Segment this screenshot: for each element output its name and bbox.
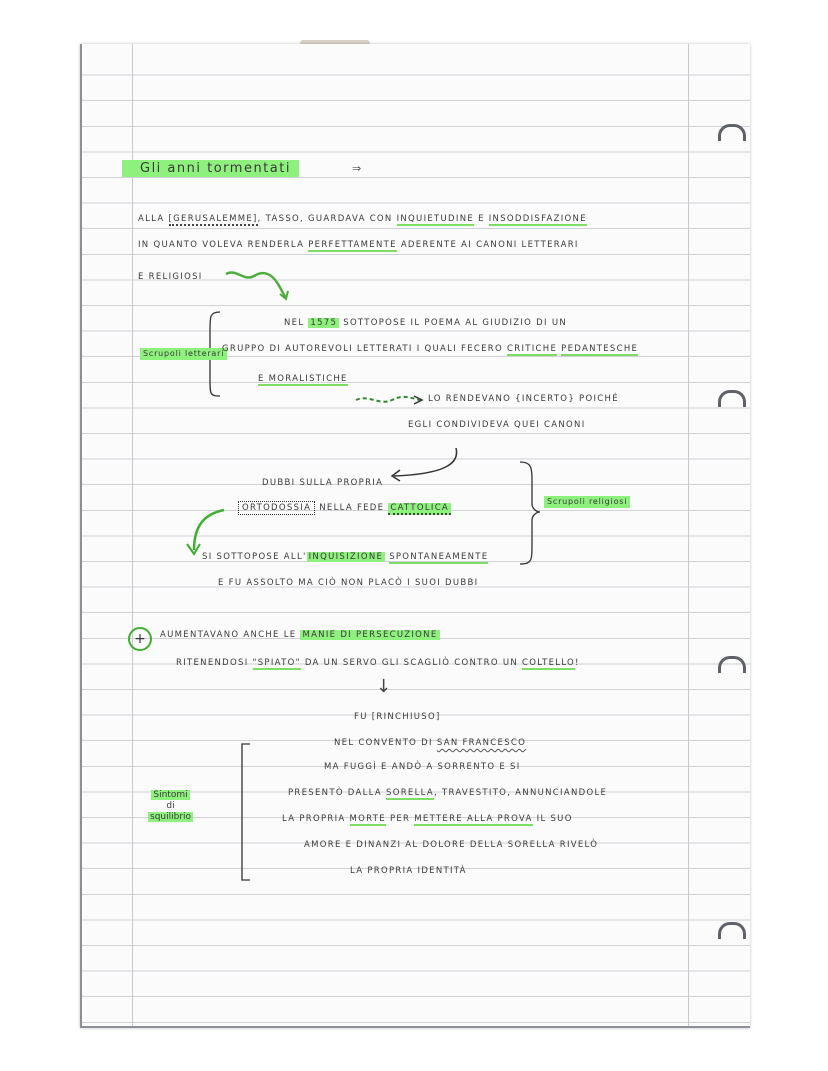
sintomi-line-2: NEL CONVENTO DI SAN FRANCESCO (334, 738, 527, 748)
religiosi-line-1: DUBBI SULLA PROPRIA (262, 478, 384, 488)
intro-line-2: IN QUANTO VOLEVA RENDERLA PERFETTAMENTE ADERENTE AI CANONI LETTERARI (138, 240, 579, 250)
ortodossia-term: ORTODOSSIA (238, 501, 315, 515)
right-brace (516, 460, 542, 566)
religiosi-line-2: ORTODOSSIA NELLA FEDE CATTOLICA (238, 503, 451, 513)
insoddisfazione-term: INSODDISFAZIONE (488, 214, 587, 224)
left-margin-line (132, 44, 133, 1026)
notebook-page (80, 44, 750, 1028)
binder-ring-hole (718, 656, 746, 673)
inquietudine-term: INQUIETUDINE (396, 214, 475, 224)
curvy-arrow-icon (224, 268, 294, 304)
binder-ring-hole (718, 922, 746, 939)
letterari-line-3: E MORALISTICHE (258, 374, 348, 384)
down-arrow-icon: ↓ (376, 676, 392, 697)
religiosi-line-3: SI SOTTOPOSE ALL' INQUISIZIONE SPONTANEAMENTE (202, 552, 489, 562)
title-arrow: ⇒ (352, 162, 362, 175)
sintomi-line-6: AMORE E DINANZI AL DOLORE DELLA SORELLA RIVELÒ (304, 840, 599, 850)
letterari-line-5: EGLI CONDIVIDEVA QUEI CANONI (408, 420, 586, 430)
plus-circle-icon: + (128, 627, 152, 651)
scrupoli-letterari-label: Scrupoli letterari (140, 348, 227, 360)
intro-line-3: E RELIGIOSI (138, 272, 203, 282)
binder-ring-hole (718, 124, 746, 141)
sintomi-bracket (234, 742, 252, 882)
letterari-line-1: NEL 1575 SOTTOPOSE IL POEMA AL GIUDIZIO DI UN (284, 318, 568, 328)
persecuzione-line-2: RITENENDOSI "SPIATO" DA UN SERVO GLI SCAGLIÒ CONTRO UN COLTELLO! (176, 658, 580, 668)
gerusalemme-term: [ GERUSALEMME ] (169, 214, 258, 226)
dashed-arrow-icon (354, 392, 426, 408)
sintomi-line-3: MA FUGGÌ E ANDÒ A SORRENTO E SI (324, 762, 521, 772)
right-margin-line (688, 44, 689, 1026)
page-title: Gli anni tormentati (122, 160, 299, 177)
religiosi-line-4: E FU ASSOLTO MA CIÒ NON PLACÒ I SUOI DUBBI (218, 578, 479, 588)
sintomi-line-1: FU [ RINCHIUSO ] (354, 712, 441, 722)
binder-ring-hole (718, 390, 746, 407)
sintomi-label: Sintomi di squilibrio (150, 790, 192, 822)
sintomi-line-4: PRESENTÒ DALLA SORELLA, TRAVESTITO, ANNUNCIANDOLE (288, 788, 608, 798)
sintomi-line-5: LA PROPRIA MORTE PER METTERE ALLA PROVA IL SUO (282, 814, 573, 824)
persecuzione-line-1: AUMENTAVANO ANCHE LE MANIE DI PERSECUZIONE (160, 630, 438, 640)
scrupoli-religiosi-label: Scrupoli religiosi (544, 496, 630, 508)
intro-line-1: ALLA [ GERUSALEMME ] , TASSO, GUARDAVA CON INQUIETUDINE E INSODDISFAZIONE (138, 214, 587, 224)
sintomi-line-7: LA PROPRIA IDENTITÀ (350, 866, 467, 876)
curved-arrow-icon (384, 446, 464, 484)
letterari-line-2: GRUPPO DI AUTOREVOLI LETTERATI I QUALI FECERO CRITICHE PEDANTESCHE (222, 344, 639, 354)
letterari-line-4: LO RENDEVANO { INCERTO } POICHÉ (428, 394, 619, 404)
green-curved-arrow-icon (182, 506, 228, 558)
